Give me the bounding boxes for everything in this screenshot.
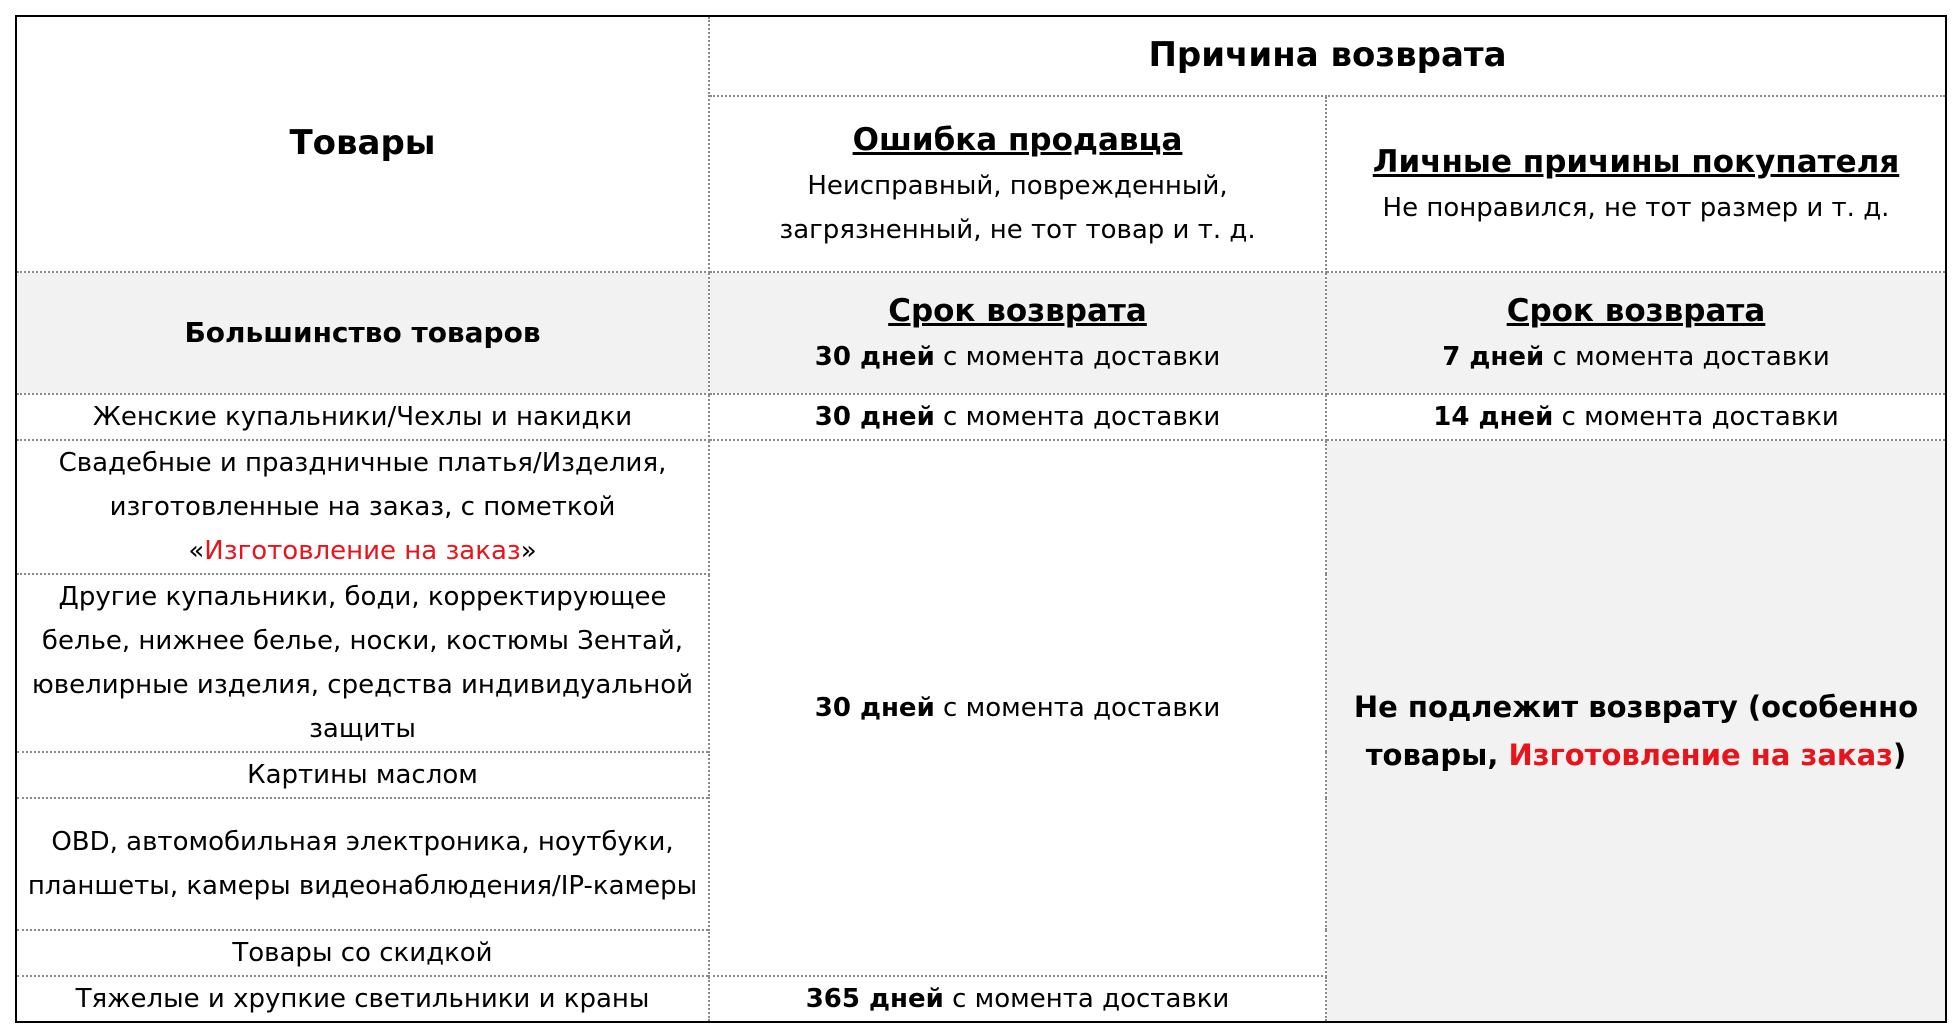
non-returnable-red: Изготовление на заказ xyxy=(1508,738,1894,772)
majority-buyer-days: 7 дней xyxy=(1442,342,1545,372)
majority-seller-term-title: Срок возврата xyxy=(888,293,1147,329)
return-policy-table xyxy=(15,15,1947,1023)
non-returnable-after: ) xyxy=(1893,738,1907,772)
lamps-goods: Тяжелые и хрупкие светильники и краны xyxy=(16,976,709,1022)
group-goods-wedding xyxy=(16,440,709,574)
majority-seller-term xyxy=(709,272,1326,394)
group-goods-underwear: Другие купальники, боди, корректирующее белье, нижнее белье, носки, костюмы Зентай, ювелирные изделия, средства индивидуальной защиты xyxy=(16,574,709,752)
majority-seller-days: 30 дней xyxy=(814,342,935,372)
majority-buyer-term-title: Срок возврата xyxy=(1506,293,1766,329)
majority-buyer-suffix: с момента доставки xyxy=(1544,342,1830,372)
swimwear-seller-suffix: с момента доставки xyxy=(934,402,1221,432)
non-returnable-text: Не подлежит возврату (особенно товары, xyxy=(1353,690,1919,772)
group-row xyxy=(16,440,1946,574)
swimwear-seller-days: 30 дней xyxy=(814,402,935,432)
buyer-personal-title: Личные причины покупателя xyxy=(1372,144,1900,180)
swimwear-row xyxy=(16,394,1946,440)
majority-seller-suffix: с момента доставки xyxy=(934,342,1221,372)
goods-header xyxy=(16,16,709,272)
seller-error-description: Неисправный, поврежденный, загрязненный, не тот товар и т. д. xyxy=(779,171,1256,245)
group-goods-electronics: OBD, автомобильная электроника, ноутбуки, планшеты, камеры видеонаблюдения/IP-камеры xyxy=(16,798,709,930)
group-goods-wedding-text: Свадебные и праздничные платья/Изделия, изготовленные на заказ, с пометкой « xyxy=(58,448,667,566)
buyer-personal-header xyxy=(1326,96,1946,272)
swimwear-buyer-suffix: с момента доставки xyxy=(1553,402,1839,432)
swimwear-buyer-term xyxy=(1326,394,1946,440)
group-goods-wedding-red: Изготовление на заказ xyxy=(204,536,521,566)
majority-buyer-term xyxy=(1326,272,1946,394)
lamps-seller-suffix: с момента доставки xyxy=(943,984,1230,1014)
non-returnable-cell xyxy=(1326,440,1946,1022)
swimwear-seller-term xyxy=(709,394,1326,440)
groups-seller-days: 30 дней xyxy=(814,693,935,723)
swimwear-buyer-days: 14 дней xyxy=(1433,402,1554,432)
majority-row xyxy=(16,272,1946,394)
group-goods-wedding-after: » xyxy=(520,536,537,566)
swimwear-goods: Женские купальники/Чехлы и накидки xyxy=(16,394,709,440)
seller-error-title: Ошибка продавца xyxy=(852,122,1183,158)
return-reason-header xyxy=(709,16,1946,96)
majority-goods: Большинство товаров xyxy=(16,272,709,394)
groups-seller-term xyxy=(709,440,1326,976)
buyer-personal-description: Не понравился, не тот размер и т. д. xyxy=(1382,193,1890,223)
goods-header-label: Товары xyxy=(289,122,436,163)
lamps-seller-term xyxy=(709,976,1326,1022)
groups-seller-suffix: с момента доставки xyxy=(934,693,1221,723)
group-goods-paintings: Картины маслом xyxy=(16,752,709,798)
seller-error-header xyxy=(709,96,1326,272)
return-reason-label: Причина возврата xyxy=(1148,34,1507,75)
group-goods-discount: Товары со скидкой xyxy=(16,930,709,976)
lamps-seller-days: 365 дней xyxy=(805,984,944,1014)
